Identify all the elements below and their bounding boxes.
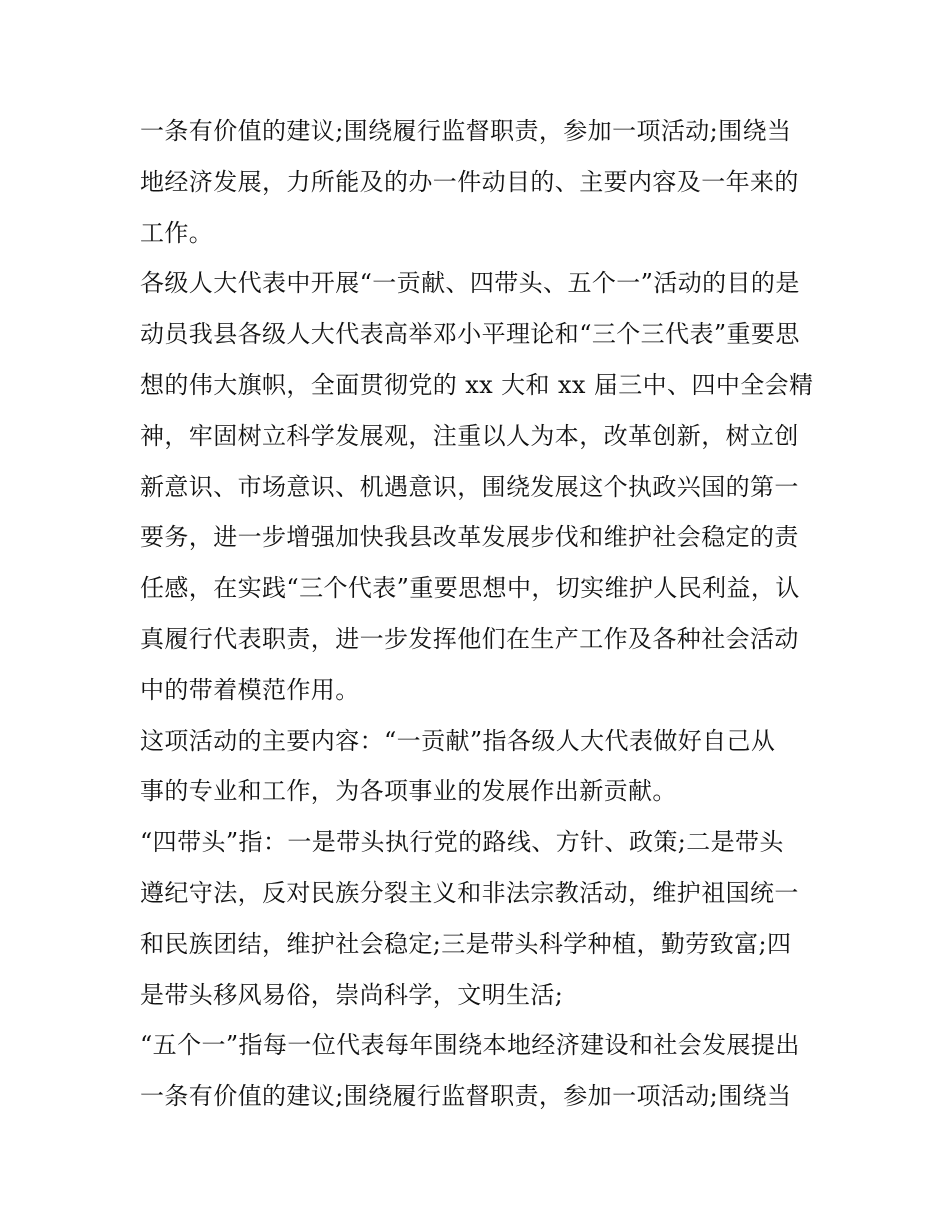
text-line: 事的专业和工作，为各项事业的发展作出新贡献。 (140, 777, 677, 806)
text-line: 神，牢固树立科学发展观，注重以人为本，改革创新，树立创 (140, 421, 799, 450)
text-line: 这项活动的主要内容：“一贡献”指各级人大代表做好自己从 (140, 726, 776, 755)
body-text (140, 106, 820, 1122)
text-line: 和民族团结，维护社会稳定;三是带头科学种植，勤劳致富;四 (140, 929, 792, 958)
text-line: 一条有价值的建议;围绕履行监督职责，参加一项活动;围绕当 (140, 117, 792, 145)
text-line: 任感，在实践“三个代表”重要思想中，切实维护人民利益，认 (140, 574, 800, 603)
text-line: 各级人大代表中开展“一贡献、四带头、五个一”活动的目的是 (140, 269, 800, 298)
text-line: 动员我县各级人大代表高举邓小平理论和“三个三代表”重要思 (140, 320, 800, 349)
text-line: 想的伟大旗帜，全面贯彻党的 xx 大和 xx 届三中、四中全会精 (140, 370, 814, 399)
text-line: 工作。 (140, 218, 214, 247)
text-line: 真履行代表职责，进一步发挥他们在生产工作及各种社会活动 (140, 624, 799, 653)
text-line: 一条有价值的建议;围绕履行监督职责，参加一项活动;围绕当 (140, 1082, 792, 1111)
text-line: “四带头”指：一是带头执行党的路线、方针、政策;二是带头 (140, 828, 784, 857)
text-line: 是带头移风易俗，崇尚科学，文明生活; (140, 980, 564, 1009)
text-line: 地经济发展，力所能及的办一件动目的、主要内容及一年来的 (140, 167, 799, 196)
text-line: 遵纪守法，反对民族分裂主义和非法宗教活动，维护祖国统一 (140, 878, 799, 907)
text-line: 中的带着模范作用。 (140, 675, 360, 704)
text-line: “五个一”指每一位代表每年围绕本地经济建设和社会发展提出 (140, 1031, 800, 1060)
text-line: 要务，进一步增强加快我县改革发展步伐和维护社会稳定的责 (140, 523, 799, 552)
text-line: 新意识、市场意识、机遇意识，围绕发展这个执政兴国的第一 (140, 472, 799, 501)
